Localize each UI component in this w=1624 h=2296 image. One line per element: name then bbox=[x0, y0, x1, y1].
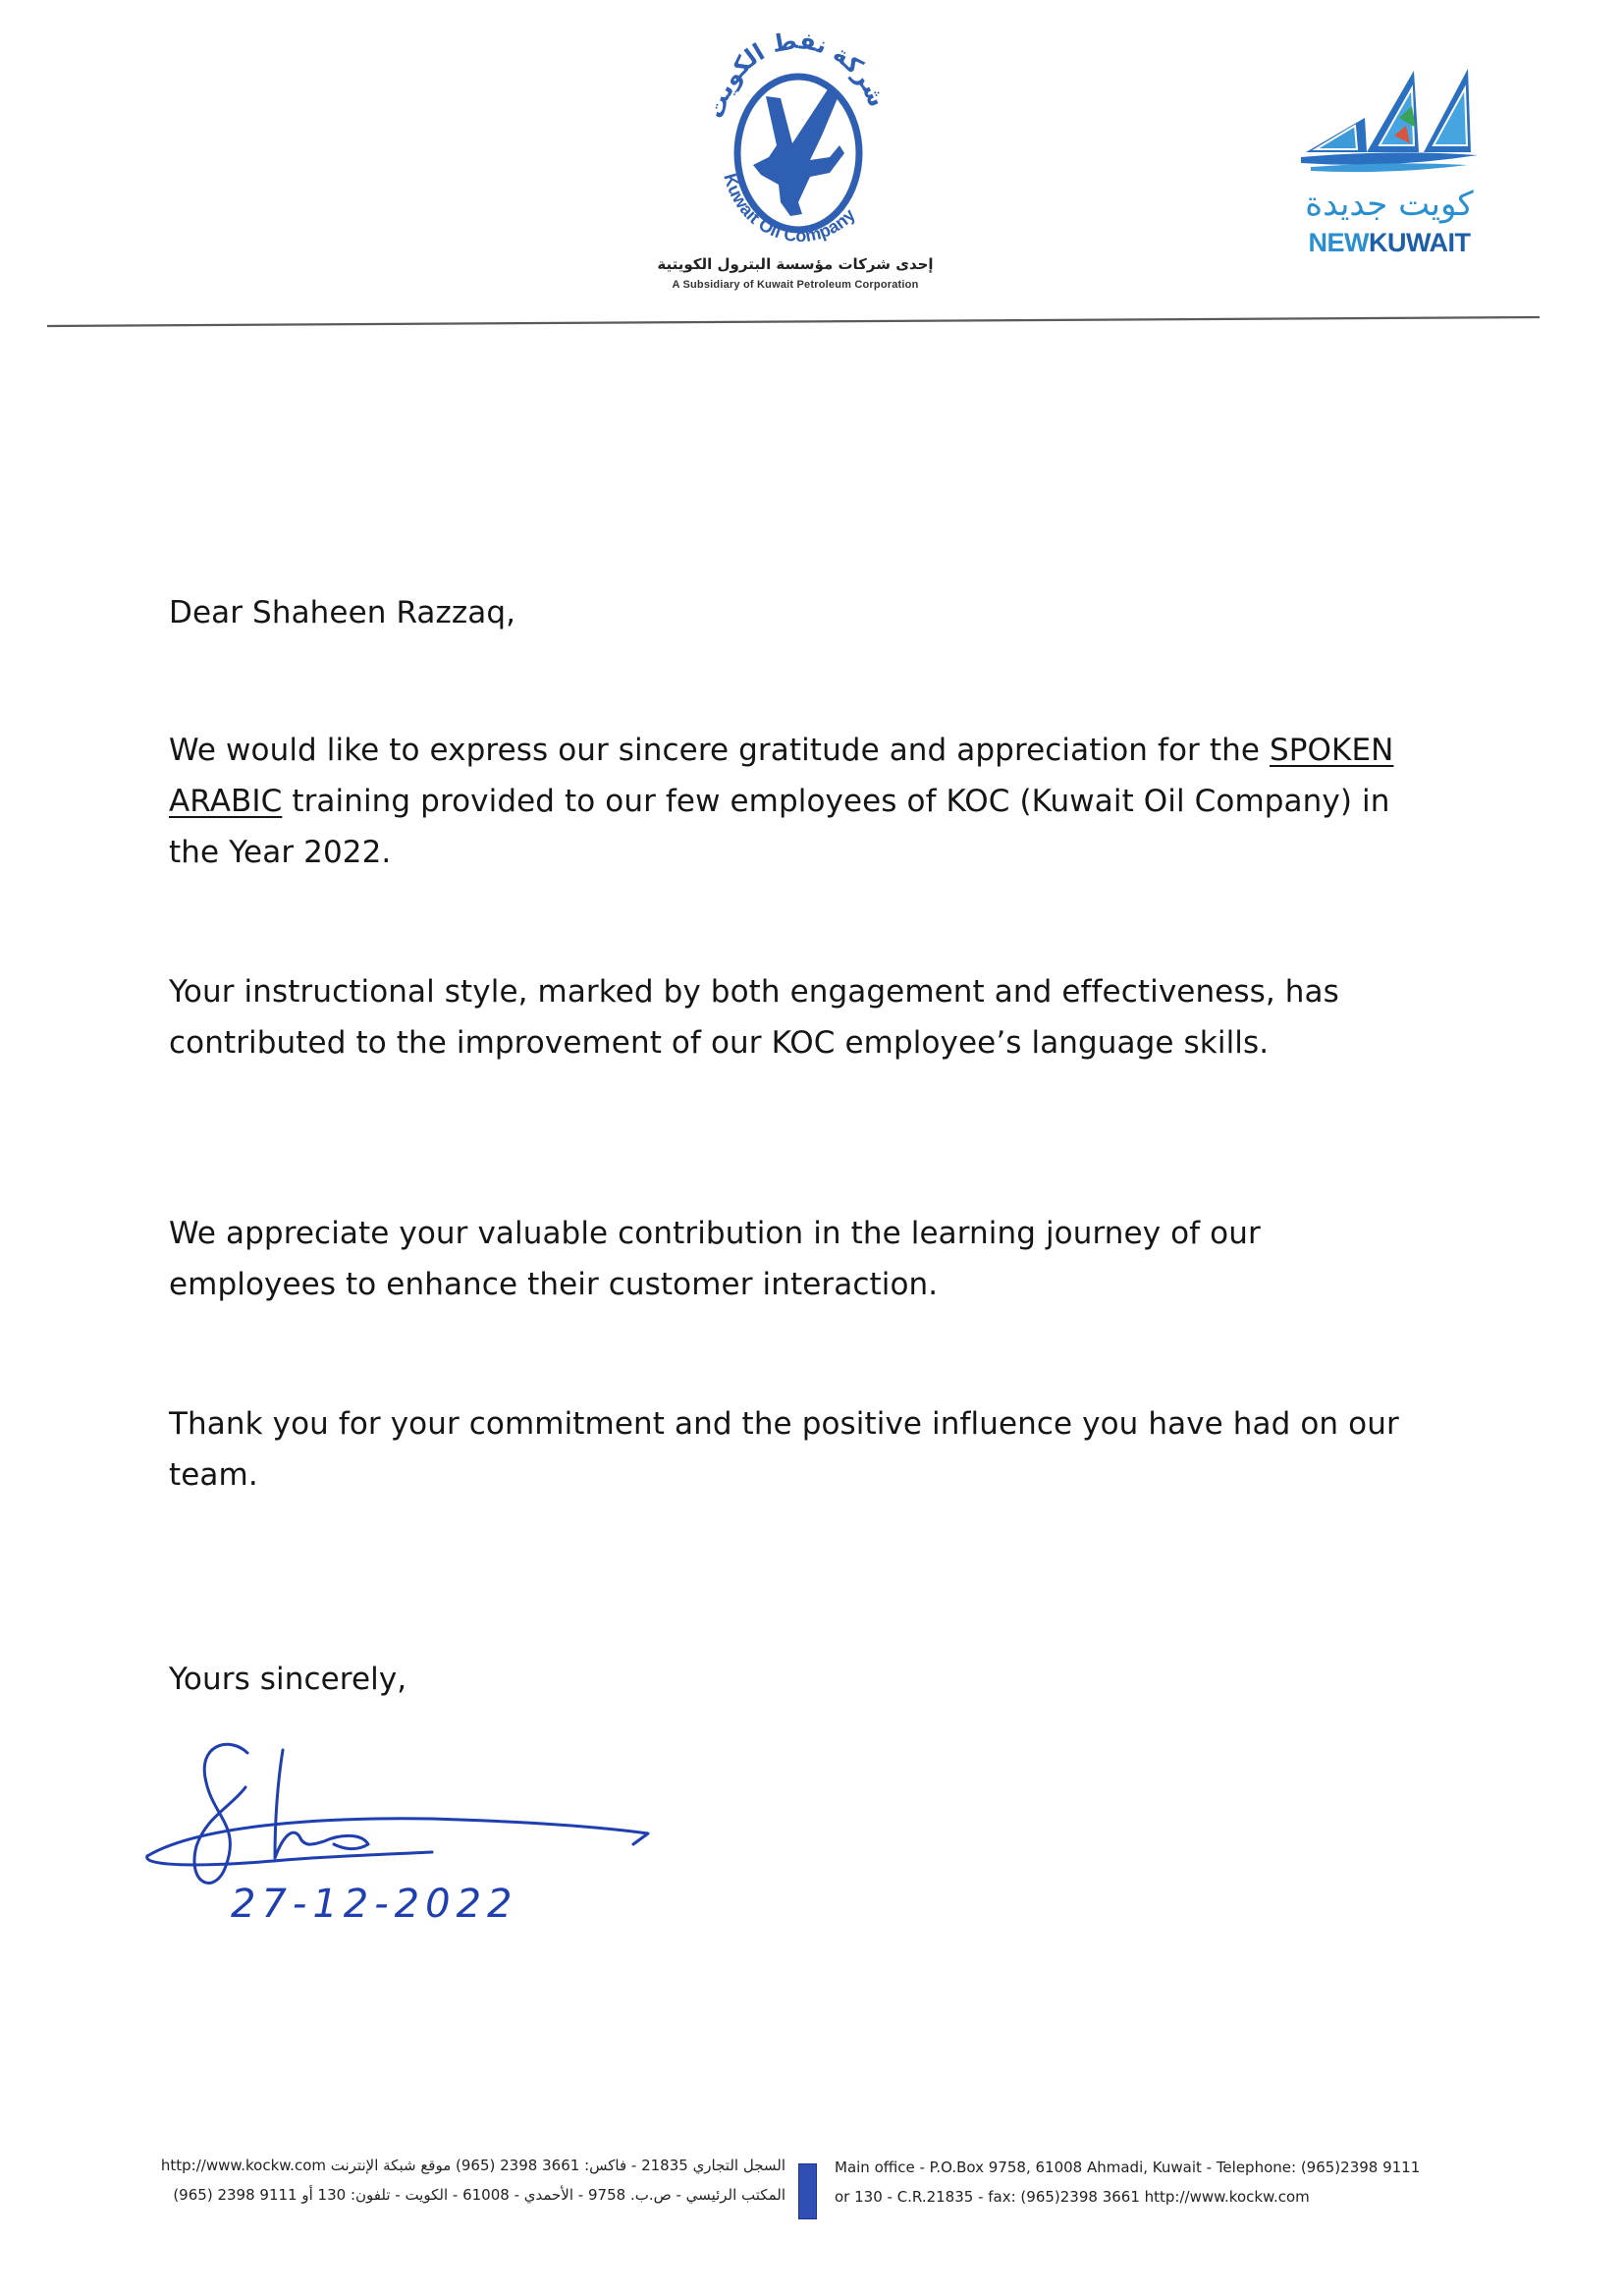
closing: Yours sincerely, bbox=[169, 1662, 407, 1697]
footer-arabic-line: المكتب الرئيسي - ص.ب. 9758 - الأحمدي - 61008 - الكويت - تلفون: 130 أو 9111 2398 (965) bbox=[173, 2186, 785, 2204]
paragraph-gratitude bbox=[169, 725, 1426, 878]
handwritten-signature bbox=[137, 1728, 687, 1925]
koc-english-name: Kuwait Oil Company bbox=[720, 171, 859, 246]
sail-boat-icon bbox=[1296, 59, 1483, 177]
new-kuwait-logo bbox=[1276, 59, 1502, 265]
salutation: Dear Shaheen Razzaq, bbox=[169, 595, 516, 630]
signature-date: 27-12-2022 bbox=[231, 1882, 518, 1925]
course-name: SPOKEN ARABIC bbox=[169, 733, 1394, 819]
koc-falcon-emblem-icon bbox=[682, 27, 908, 253]
new-kuwait-word-new: NEW bbox=[1308, 228, 1369, 257]
paragraph-appreciation: We appreciate your valuable contribution in the learning journey of our employees to enhance their customer interaction. bbox=[169, 1216, 1261, 1302]
new-kuwait-arabic: كويت جديدة bbox=[1305, 185, 1474, 224]
header-divider bbox=[47, 316, 1540, 328]
koc-subsidiary-arabic: إحدى شركات مؤسسة البترول الكويتية bbox=[657, 255, 934, 273]
footer-english-line: or 130 - C.R.21835 - fax: (965)2398 3661 http://www.kockw.com bbox=[835, 2188, 1310, 2206]
koc-logo bbox=[648, 27, 943, 302]
new-kuwait-wordmark bbox=[1276, 228, 1502, 258]
footer-english-line: Main office - P.O.Box 9758, 61008 Ahmadi, Kuwait - Telephone: (965)2398 9111 bbox=[835, 2159, 1421, 2176]
koc-arabic-name: شركة نفط الكويت bbox=[701, 27, 892, 122]
footer-divider-bar bbox=[798, 2163, 817, 2219]
footer-arabic-line: السجل التجاري 21835 - فاكس: 3661 2398 (965) موقع شبكة الإنترنت http://www.kockw.com bbox=[160, 2157, 785, 2174]
footer-english bbox=[835, 2153, 1581, 2212]
footer-arabic bbox=[69, 2151, 785, 2210]
new-kuwait-word-kuwait: KUWAIT bbox=[1369, 228, 1471, 257]
paragraph-text: We would like to express our sincere gratitude and appreciation for the bbox=[169, 733, 1270, 768]
paragraph-instructional-style: Your instructional style, marked by both engagement and effectiveness, has contributed to the improvement of our KOC employee’s language skills. bbox=[169, 974, 1339, 1061]
koc-subsidiary-english: A Subsidiary of Kuwait Petroleum Corporation bbox=[672, 279, 919, 291]
paragraph-text: training provided to our few employees of KOC (Kuwait Oil Company) in the Year 2022. bbox=[169, 784, 1390, 870]
paragraph-thanks: Thank you for your commitment and the positive influence you have had on our team. bbox=[169, 1406, 1399, 1493]
